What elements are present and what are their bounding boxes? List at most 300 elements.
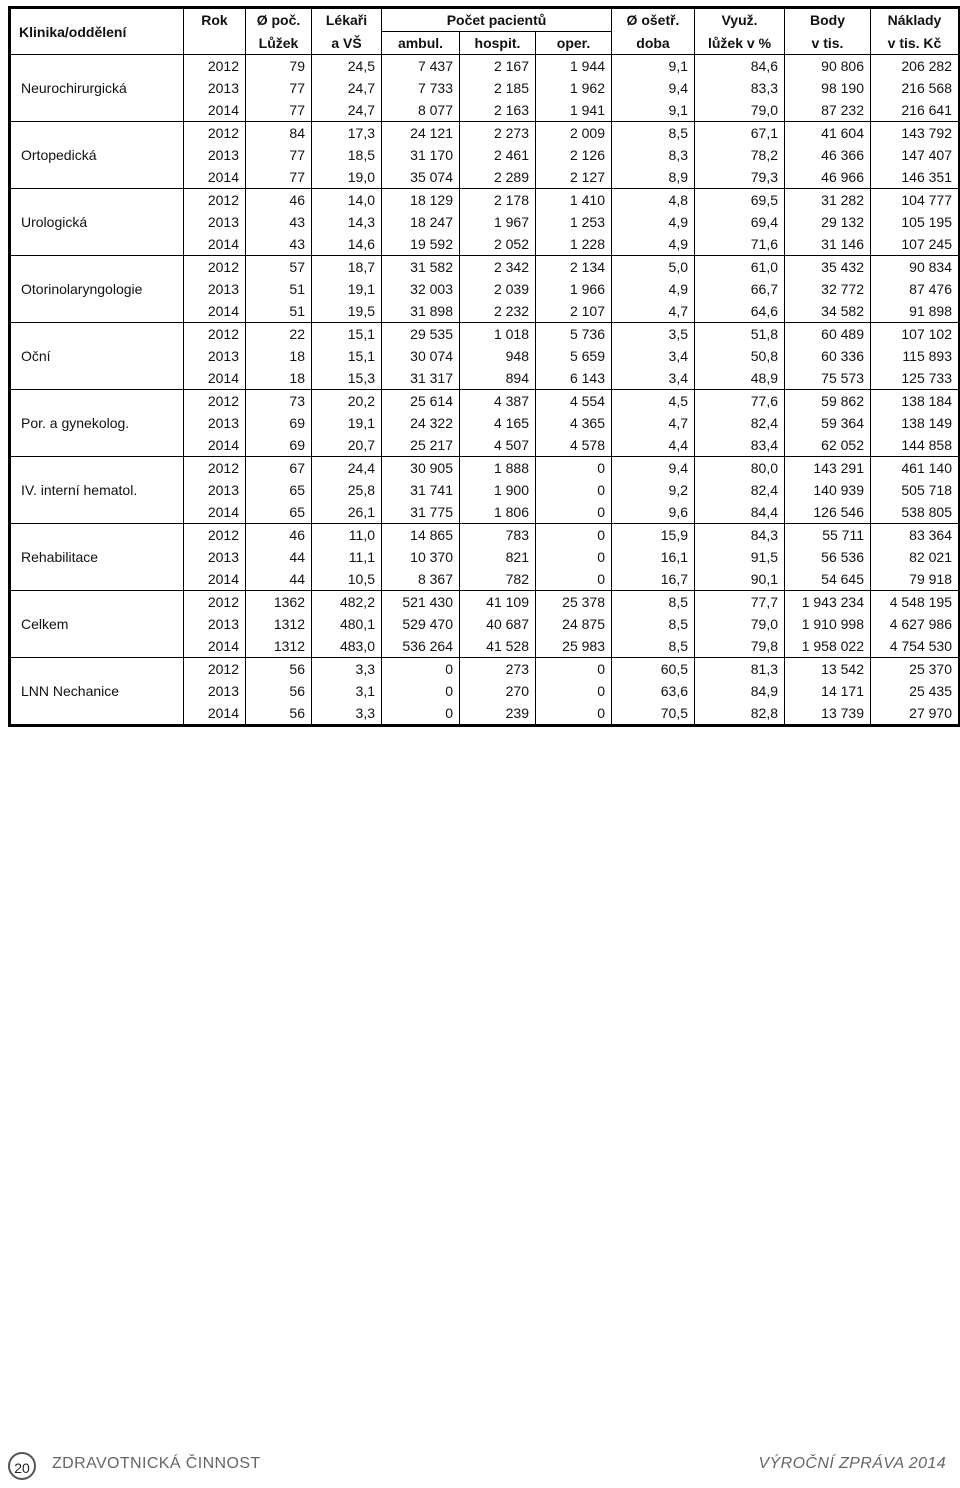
ambul-cell: 30 905 <box>382 457 460 480</box>
beds-cell: 46 <box>246 189 312 212</box>
beds-cell: 1362 <box>246 591 312 614</box>
beds-cell: 67 <box>246 457 312 480</box>
points-cell: 143 291 <box>785 457 871 480</box>
avg-stay-cell: 9,1 <box>612 99 695 122</box>
points-cell: 75 573 <box>785 367 871 390</box>
beds-cell: 43 <box>246 233 312 256</box>
year-cell: 2014 <box>184 367 246 390</box>
hospit-cell: 273 <box>460 658 536 681</box>
doctors-cell: 18,7 <box>312 256 382 279</box>
oper-cell: 0 <box>536 658 612 681</box>
avg-stay-cell: 9,6 <box>612 501 695 524</box>
costs-cell: 91 898 <box>871 300 960 323</box>
hospit-cell: 821 <box>460 546 536 568</box>
avg-stay-cell: 4,4 <box>612 434 695 457</box>
points-cell: 32 772 <box>785 278 871 300</box>
beds-cell: 51 <box>246 300 312 323</box>
header-beds-top: Ø poč. <box>246 8 312 32</box>
oper-cell: 4 554 <box>536 390 612 413</box>
costs-cell: 90 834 <box>871 256 960 279</box>
oper-cell: 25 983 <box>536 635 612 658</box>
avg-stay-cell: 4,7 <box>612 412 695 434</box>
bed-util-cell: 77,6 <box>695 390 785 413</box>
beds-cell: 77 <box>246 99 312 122</box>
header-points-bottom: v tis. <box>785 32 871 55</box>
beds-cell: 84 <box>246 122 312 145</box>
costs-cell: 115 893 <box>871 345 960 367</box>
hospit-cell: 40 687 <box>460 613 536 635</box>
year-cell: 2013 <box>184 211 246 233</box>
doctors-cell: 25,8 <box>312 479 382 501</box>
points-cell: 59 364 <box>785 412 871 434</box>
doctors-cell: 19,1 <box>312 412 382 434</box>
ambul-cell: 25 614 <box>382 390 460 413</box>
header-dept: Klinika/oddělení <box>10 8 184 55</box>
ambul-cell: 521 430 <box>382 591 460 614</box>
hospit-cell: 2 461 <box>460 144 536 166</box>
year-cell: 2014 <box>184 166 246 189</box>
dept-name-cell: Neurochirurgická <box>10 55 184 122</box>
points-cell: 31 282 <box>785 189 871 212</box>
ambul-cell: 30 074 <box>382 345 460 367</box>
page-number: 20 <box>8 1452 36 1480</box>
beds-cell: 43 <box>246 211 312 233</box>
dept-name-cell: LNN Nechanice <box>10 658 184 726</box>
doctors-cell: 482,2 <box>312 591 382 614</box>
points-cell: 60 489 <box>785 323 871 346</box>
department-statistics-table <box>8 6 960 727</box>
ambul-cell: 0 <box>382 702 460 726</box>
year-cell: 2013 <box>184 613 246 635</box>
points-cell: 54 645 <box>785 568 871 591</box>
year-cell: 2012 <box>184 55 246 78</box>
beds-cell: 57 <box>246 256 312 279</box>
doctors-cell: 3,3 <box>312 658 382 681</box>
hospit-cell: 1 806 <box>460 501 536 524</box>
oper-cell: 1 228 <box>536 233 612 256</box>
oper-cell: 1 941 <box>536 99 612 122</box>
costs-cell: 138 184 <box>871 390 960 413</box>
points-cell: 29 132 <box>785 211 871 233</box>
bed-util-cell: 81,3 <box>695 658 785 681</box>
dept-name-cell: Por. a gynekolog. <box>10 390 184 457</box>
points-cell: 98 190 <box>785 77 871 99</box>
oper-cell: 2 127 <box>536 166 612 189</box>
oper-cell: 5 659 <box>536 345 612 367</box>
bed-util-cell: 64,6 <box>695 300 785 323</box>
stats-table-wrapper <box>8 6 958 727</box>
doctors-cell: 14,0 <box>312 189 382 212</box>
costs-cell: 83 364 <box>871 524 960 547</box>
doctors-cell: 19,1 <box>312 278 382 300</box>
costs-cell: 146 351 <box>871 166 960 189</box>
oper-cell: 0 <box>536 479 612 501</box>
header-costs-top: Náklady <box>871 8 960 32</box>
points-cell: 56 536 <box>785 546 871 568</box>
bed-util-cell: 69,5 <box>695 189 785 212</box>
bed-util-cell: 77,7 <box>695 591 785 614</box>
points-cell: 140 939 <box>785 479 871 501</box>
bed-util-cell: 84,9 <box>695 680 785 702</box>
year-cell: 2013 <box>184 412 246 434</box>
avg-stay-cell: 5,0 <box>612 256 695 279</box>
ambul-cell: 0 <box>382 680 460 702</box>
ambul-cell: 0 <box>382 658 460 681</box>
beds-cell: 77 <box>246 77 312 99</box>
avg-stay-cell: 8,5 <box>612 635 695 658</box>
oper-cell: 0 <box>536 568 612 591</box>
ambul-cell: 31 741 <box>382 479 460 501</box>
year-cell: 2012 <box>184 323 246 346</box>
points-cell: 62 052 <box>785 434 871 457</box>
bed-util-cell: 83,4 <box>695 434 785 457</box>
hospit-cell: 2 273 <box>460 122 536 145</box>
header-ambul: ambul. <box>382 32 460 55</box>
avg-stay-cell: 9,4 <box>612 77 695 99</box>
beds-cell: 56 <box>246 702 312 726</box>
doctors-cell: 24,7 <box>312 77 382 99</box>
doctors-cell: 24,7 <box>312 99 382 122</box>
oper-cell: 1 410 <box>536 189 612 212</box>
avg-stay-cell: 16,1 <box>612 546 695 568</box>
costs-cell: 79 918 <box>871 568 960 591</box>
costs-cell: 144 858 <box>871 434 960 457</box>
header-year: Rok <box>184 8 246 32</box>
ambul-cell: 31 317 <box>382 367 460 390</box>
footer-report-title: VÝROČNÍ ZPRÁVA 2014 <box>758 1455 946 1472</box>
header-oper: oper. <box>536 32 612 55</box>
points-cell: 46 966 <box>785 166 871 189</box>
costs-cell: 82 021 <box>871 546 960 568</box>
header-patients: Počet pacientů <box>382 8 612 32</box>
bed-util-cell: 78,2 <box>695 144 785 166</box>
oper-cell: 0 <box>536 457 612 480</box>
ambul-cell: 7 437 <box>382 55 460 78</box>
year-cell: 2012 <box>184 390 246 413</box>
year-cell: 2012 <box>184 591 246 614</box>
bed-util-cell: 82,8 <box>695 702 785 726</box>
table-row <box>10 55 960 78</box>
beds-cell: 73 <box>246 390 312 413</box>
hospit-cell: 41 109 <box>460 591 536 614</box>
table-row <box>10 591 960 614</box>
doctors-cell: 20,2 <box>312 390 382 413</box>
oper-cell: 1 966 <box>536 278 612 300</box>
bed-util-cell: 48,9 <box>695 367 785 390</box>
year-cell: 2012 <box>184 189 246 212</box>
costs-cell: 206 282 <box>871 55 960 78</box>
doctors-cell: 483,0 <box>312 635 382 658</box>
doctors-cell: 11,0 <box>312 524 382 547</box>
oper-cell: 0 <box>536 702 612 726</box>
hospit-cell: 4 165 <box>460 412 536 434</box>
bed-util-cell: 67,1 <box>695 122 785 145</box>
doctors-cell: 24,5 <box>312 55 382 78</box>
hospit-cell: 4 507 <box>460 434 536 457</box>
header-hospit: hospit. <box>460 32 536 55</box>
year-cell: 2014 <box>184 501 246 524</box>
oper-cell: 0 <box>536 524 612 547</box>
points-cell: 55 711 <box>785 524 871 547</box>
avg-stay-cell: 15,9 <box>612 524 695 547</box>
points-cell: 41 604 <box>785 122 871 145</box>
costs-cell: 143 792 <box>871 122 960 145</box>
ambul-cell: 35 074 <box>382 166 460 189</box>
hospit-cell: 2 232 <box>460 300 536 323</box>
costs-cell: 138 149 <box>871 412 960 434</box>
avg-stay-cell: 4,8 <box>612 189 695 212</box>
ambul-cell: 25 217 <box>382 434 460 457</box>
bed-util-cell: 79,0 <box>695 99 785 122</box>
doctors-cell: 19,0 <box>312 166 382 189</box>
year-cell: 2014 <box>184 233 246 256</box>
doctors-cell: 24,4 <box>312 457 382 480</box>
doctors-cell: 10,5 <box>312 568 382 591</box>
year-cell: 2014 <box>184 702 246 726</box>
table-row <box>10 390 960 413</box>
header-doctors-top: Lékaři <box>312 8 382 32</box>
bed-util-cell: 51,8 <box>695 323 785 346</box>
doctors-cell: 18,5 <box>312 144 382 166</box>
avg-stay-cell: 8,5 <box>612 591 695 614</box>
ambul-cell: 24 121 <box>382 122 460 145</box>
header-beds-bottom: Lůžek <box>246 32 312 55</box>
bed-util-cell: 79,3 <box>695 166 785 189</box>
points-cell: 1 943 234 <box>785 591 871 614</box>
footer-section-title: ZDRAVOTNICKÁ ČINNOST <box>52 1455 261 1472</box>
hospit-cell: 1 018 <box>460 323 536 346</box>
ambul-cell: 31 775 <box>382 501 460 524</box>
avg-stay-cell: 60,5 <box>612 658 695 681</box>
bed-util-cell: 83,3 <box>695 77 785 99</box>
hospit-cell: 4 387 <box>460 390 536 413</box>
bed-util-cell: 80,0 <box>695 457 785 480</box>
bed-util-cell: 71,6 <box>695 233 785 256</box>
beds-cell: 44 <box>246 546 312 568</box>
oper-cell: 1 944 <box>536 55 612 78</box>
year-cell: 2012 <box>184 524 246 547</box>
dept-name-cell: Ortopedická <box>10 122 184 189</box>
table-row <box>10 323 960 346</box>
avg-stay-cell: 8,3 <box>612 144 695 166</box>
hospit-cell: 1 888 <box>460 457 536 480</box>
hospit-cell: 894 <box>460 367 536 390</box>
header-year-blank <box>184 32 246 55</box>
hospit-cell: 2 167 <box>460 55 536 78</box>
hospit-cell: 948 <box>460 345 536 367</box>
costs-cell: 107 245 <box>871 233 960 256</box>
oper-cell: 0 <box>536 680 612 702</box>
hospit-cell: 2 163 <box>460 99 536 122</box>
doctors-cell: 15,1 <box>312 345 382 367</box>
costs-cell: 87 476 <box>871 278 960 300</box>
hospit-cell: 2 052 <box>460 233 536 256</box>
doctors-cell: 26,1 <box>312 501 382 524</box>
avg-stay-cell: 4,9 <box>612 278 695 300</box>
header-costs-bottom: v tis. Kč <box>871 32 960 55</box>
ambul-cell: 7 733 <box>382 77 460 99</box>
costs-cell: 147 407 <box>871 144 960 166</box>
oper-cell: 2 009 <box>536 122 612 145</box>
table-row <box>10 658 960 681</box>
oper-cell: 1 962 <box>536 77 612 99</box>
ambul-cell: 24 322 <box>382 412 460 434</box>
beds-cell: 65 <box>246 479 312 501</box>
year-cell: 2012 <box>184 658 246 681</box>
avg-stay-cell: 3,4 <box>612 367 695 390</box>
doctors-cell: 15,1 <box>312 323 382 346</box>
ambul-cell: 31 582 <box>382 256 460 279</box>
points-cell: 87 232 <box>785 99 871 122</box>
header-util-top: Využ. <box>695 8 785 32</box>
year-cell: 2012 <box>184 256 246 279</box>
oper-cell: 25 378 <box>536 591 612 614</box>
points-cell: 1 910 998 <box>785 613 871 635</box>
avg-stay-cell: 9,2 <box>612 479 695 501</box>
avg-stay-cell: 3,5 <box>612 323 695 346</box>
year-cell: 2014 <box>184 635 246 658</box>
avg-stay-cell: 4,5 <box>612 390 695 413</box>
hospit-cell: 2 039 <box>460 278 536 300</box>
costs-cell: 538 805 <box>871 501 960 524</box>
beds-cell: 69 <box>246 412 312 434</box>
year-cell: 2013 <box>184 77 246 99</box>
bed-util-cell: 66,7 <box>695 278 785 300</box>
points-cell: 126 546 <box>785 501 871 524</box>
beds-cell: 69 <box>246 434 312 457</box>
header-row-top <box>10 8 960 32</box>
costs-cell: 125 733 <box>871 367 960 390</box>
hospit-cell: 2 289 <box>460 166 536 189</box>
avg-stay-cell: 63,6 <box>612 680 695 702</box>
avg-stay-cell: 8,9 <box>612 166 695 189</box>
hospit-cell: 2 178 <box>460 189 536 212</box>
points-cell: 1 958 022 <box>785 635 871 658</box>
oper-cell: 0 <box>536 546 612 568</box>
costs-cell: 107 102 <box>871 323 960 346</box>
points-cell: 31 146 <box>785 233 871 256</box>
bed-util-cell: 90,1 <box>695 568 785 591</box>
ambul-cell: 8 367 <box>382 568 460 591</box>
costs-cell: 216 641 <box>871 99 960 122</box>
bed-util-cell: 91,5 <box>695 546 785 568</box>
oper-cell: 1 253 <box>536 211 612 233</box>
oper-cell: 2 107 <box>536 300 612 323</box>
doctors-cell: 19,5 <box>312 300 382 323</box>
table-row <box>10 256 960 279</box>
ambul-cell: 31 170 <box>382 144 460 166</box>
hospit-cell: 1 967 <box>460 211 536 233</box>
year-cell: 2012 <box>184 122 246 145</box>
avg-stay-cell: 3,4 <box>612 345 695 367</box>
oper-cell: 6 143 <box>536 367 612 390</box>
table-row <box>10 189 960 212</box>
bed-util-cell: 82,4 <box>695 412 785 434</box>
doctors-cell: 14,3 <box>312 211 382 233</box>
year-cell: 2014 <box>184 300 246 323</box>
doctors-cell: 480,1 <box>312 613 382 635</box>
dept-name-cell: IV. interní hematol. <box>10 457 184 524</box>
costs-cell: 27 970 <box>871 702 960 726</box>
bed-util-cell: 50,8 <box>695 345 785 367</box>
year-cell: 2013 <box>184 144 246 166</box>
beds-cell: 65 <box>246 501 312 524</box>
ambul-cell: 18 129 <box>382 189 460 212</box>
avg-stay-cell: 9,1 <box>612 55 695 78</box>
ambul-cell: 14 865 <box>382 524 460 547</box>
dept-name-cell: Oční <box>10 323 184 390</box>
bed-util-cell: 79,0 <box>695 613 785 635</box>
header-util-bottom: lůžek v % <box>695 32 785 55</box>
table-row <box>10 457 960 480</box>
costs-cell: 461 140 <box>871 457 960 480</box>
doctors-cell: 14,6 <box>312 233 382 256</box>
points-cell: 14 171 <box>785 680 871 702</box>
bed-util-cell: 82,4 <box>695 479 785 501</box>
avg-stay-cell: 70,5 <box>612 702 695 726</box>
year-cell: 2013 <box>184 680 246 702</box>
beds-cell: 56 <box>246 658 312 681</box>
hospit-cell: 41 528 <box>460 635 536 658</box>
beds-cell: 44 <box>246 568 312 591</box>
hospit-cell: 782 <box>460 568 536 591</box>
costs-cell: 25 435 <box>871 680 960 702</box>
avg-stay-cell: 16,7 <box>612 568 695 591</box>
costs-cell: 104 777 <box>871 189 960 212</box>
oper-cell: 2 134 <box>536 256 612 279</box>
dept-name-cell: Celkem <box>10 591 184 658</box>
bed-util-cell: 69,4 <box>695 211 785 233</box>
year-cell: 2014 <box>184 99 246 122</box>
avg-stay-cell: 4,7 <box>612 300 695 323</box>
oper-cell: 2 126 <box>536 144 612 166</box>
beds-cell: 18 <box>246 367 312 390</box>
year-cell: 2013 <box>184 479 246 501</box>
beds-cell: 77 <box>246 144 312 166</box>
beds-cell: 51 <box>246 278 312 300</box>
dept-name-cell: Rehabilitace <box>10 524 184 591</box>
hospit-cell: 270 <box>460 680 536 702</box>
year-cell: 2013 <box>184 546 246 568</box>
doctors-cell: 3,3 <box>312 702 382 726</box>
avg-stay-cell: 4,9 <box>612 211 695 233</box>
page-footer <box>8 1452 946 1480</box>
hospit-cell: 2 185 <box>460 77 536 99</box>
doctors-cell: 11,1 <box>312 546 382 568</box>
beds-cell: 22 <box>246 323 312 346</box>
bed-util-cell: 84,4 <box>695 501 785 524</box>
ambul-cell: 529 470 <box>382 613 460 635</box>
bed-util-cell: 84,3 <box>695 524 785 547</box>
header-stay-bottom: doba <box>612 32 695 55</box>
avg-stay-cell: 8,5 <box>612 613 695 635</box>
table-row <box>10 524 960 547</box>
ambul-cell: 29 535 <box>382 323 460 346</box>
year-cell: 2014 <box>184 434 246 457</box>
costs-cell: 4 548 195 <box>871 591 960 614</box>
points-cell: 60 336 <box>785 345 871 367</box>
costs-cell: 216 568 <box>871 77 960 99</box>
hospit-cell: 1 900 <box>460 479 536 501</box>
points-cell: 46 366 <box>785 144 871 166</box>
header-doctors-bottom: a VŠ <box>312 32 382 55</box>
doctors-cell: 17,3 <box>312 122 382 145</box>
beds-cell: 77 <box>246 166 312 189</box>
doctors-cell: 15,3 <box>312 367 382 390</box>
oper-cell: 5 736 <box>536 323 612 346</box>
oper-cell: 4 578 <box>536 434 612 457</box>
table-row <box>10 122 960 145</box>
